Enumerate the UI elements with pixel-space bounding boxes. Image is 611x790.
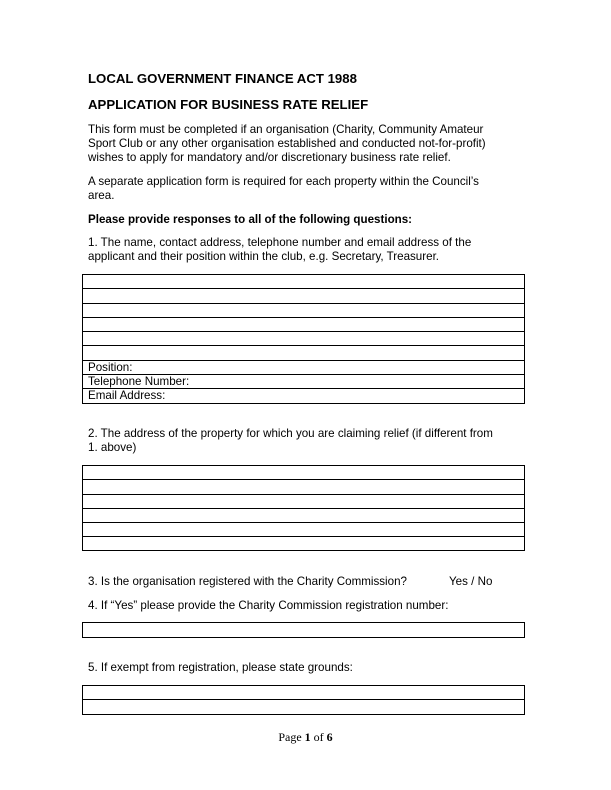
q1-line-1: 1. The name, contact address, telephone number and email address of the (88, 236, 472, 249)
of-word: of (313, 730, 324, 744)
form-title: APPLICATION FOR BUSINESS RATE RELIEF (88, 97, 369, 112)
instruction: Please provide responses to all of the following questions: (88, 213, 413, 226)
q2-blank-row[interactable] (83, 537, 524, 551)
intro-line-3: wishes to apply for mandatory and/or discretionary business rate relief. (88, 151, 451, 164)
q4-question: 4. If “Yes” please provide the Charity Commission registration number: (88, 599, 449, 612)
q1-blank-row[interactable] (83, 318, 524, 332)
q2-blank-row[interactable] (83, 495, 524, 509)
act-heading: LOCAL GOVERNMENT FINANCE ACT 1988 (88, 71, 357, 86)
q1-line-2: applicant and their position within the club, e.g. Secretary, Treasurer. (88, 250, 440, 263)
q5-answer-box[interactable] (82, 685, 525, 715)
q1-blank-row[interactable] (83, 289, 524, 303)
q3-question: 3. Is the organisation registered with the Charity Commission? (88, 575, 407, 588)
current-page: 1 (304, 730, 311, 744)
position-field[interactable]: Position: (83, 361, 524, 375)
intro-line-1: This form must be completed if an organisation (Charity, Community Amateur (88, 123, 484, 136)
total-pages: 6 (326, 730, 333, 744)
separate-form-line-2: area. (88, 189, 115, 202)
q5-question: 5. If exempt from registration, please state grounds: (88, 661, 353, 674)
q2-line-1: 2. The address of the property for which you are claiming relief (if different from (88, 427, 493, 440)
page-word: Page (278, 730, 302, 744)
q1-answer-box[interactable] (82, 274, 525, 404)
q1-blank-row[interactable] (83, 346, 524, 360)
q3-yes-no-options[interactable]: Yes / No (449, 575, 493, 588)
page-number (0, 730, 611, 745)
intro-line-2: Sport Club or any other organisation established and conducted not-for-profit) (88, 137, 486, 150)
q2-blank-row[interactable] (83, 480, 524, 494)
q2-blank-row[interactable] (83, 509, 524, 523)
q2-blank-row[interactable] (83, 466, 524, 480)
q2-line-2: 1. above) (88, 441, 137, 454)
q1-blank-row[interactable] (83, 275, 524, 289)
q4-registration-number-field[interactable] (82, 622, 525, 638)
q2-blank-row[interactable] (83, 523, 524, 537)
q2-answer-box[interactable] (82, 465, 525, 551)
telephone-field[interactable]: Telephone Number: (83, 375, 524, 389)
q5-blank-row[interactable] (83, 700, 524, 714)
q1-blank-row[interactable] (83, 332, 524, 346)
q5-blank-row[interactable] (83, 686, 524, 700)
email-field[interactable]: Email Address: (88, 389, 166, 403)
q1-blank-row[interactable] (83, 304, 524, 318)
separate-form-line-1: A separate application form is required for each property within the Council’s (88, 175, 479, 188)
